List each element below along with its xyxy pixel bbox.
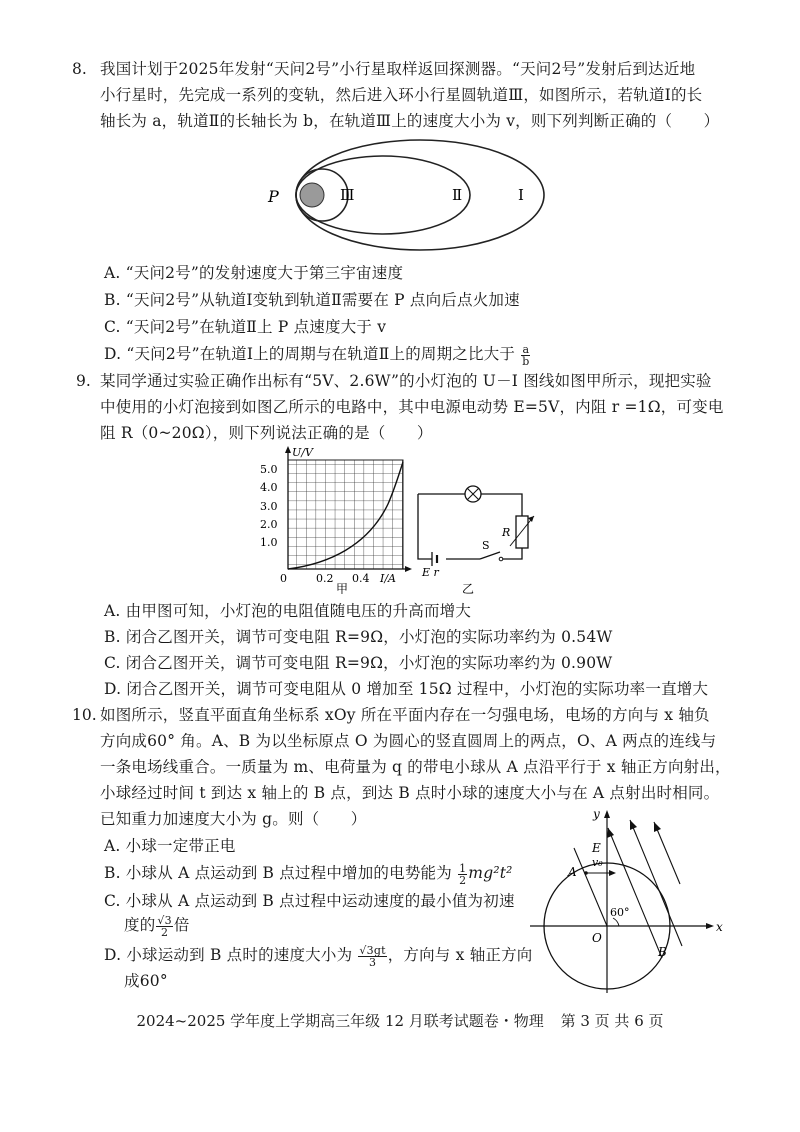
field-diagram — [530, 808, 730, 998]
y-axis-label: y — [593, 808, 600, 821]
switch-icon — [480, 552, 500, 559]
fraction-denominator: 2 — [459, 873, 467, 887]
q10-option-b-fraction — [458, 863, 467, 886]
y-tick-3: 3.0 — [260, 500, 278, 513]
q8-option-d-fraction — [521, 344, 530, 367]
q10-option-c-line-1: C. 小球从 A 点运动到 B 点过程中运动速度的最小值为初速 — [104, 892, 515, 910]
label-er: E r — [422, 566, 439, 579]
label-a: A — [568, 865, 577, 879]
label-e: E — [592, 841, 601, 855]
q10-line-5: 已知重力加速度大小为 g。则（ ） — [100, 810, 367, 828]
point-a — [584, 871, 588, 875]
label-r: R — [502, 526, 511, 539]
q8-option-d — [104, 343, 532, 367]
q10-option-c-line-2 — [124, 914, 190, 938]
q10-option-c-text: 度的 — [124, 916, 156, 934]
orbit-diagram — [260, 138, 550, 258]
x-axis-label: I/A — [380, 572, 396, 585]
angle-arc — [613, 918, 619, 926]
q9-number: 9. — [76, 372, 91, 390]
label-o: O — [592, 931, 602, 945]
q10-line-1: 如图所示，竖直平面直角坐标系 xOy 所在平面内存在一匀强电场，电场的方向与 x 轴负 — [100, 706, 710, 724]
graph-caption: 甲 — [336, 582, 349, 594]
q8-line-3: 轴长为 a，轨道Ⅱ的长轴长为 b，在轨道Ⅲ上的速度大小为 v，则下列判断正确的（ ） — [100, 112, 720, 130]
fraction-numerator: a — [522, 342, 530, 356]
q10-option-d-line-1 — [104, 944, 533, 968]
circuit-diagram — [410, 476, 540, 596]
field-line-4 — [654, 822, 680, 884]
label-orbit-1: Ⅰ — [518, 186, 524, 204]
graph-grid — [288, 460, 403, 569]
label-b: B — [658, 945, 667, 959]
q10-option-b-text: B. 小球从 A 点运动到 B 点过程中增加的电势能为 — [104, 864, 452, 882]
variable-resistor — [516, 516, 528, 548]
q10-option-b-expression: mg²t² — [468, 864, 513, 882]
q8-line-2: 小行星时，先完成一系列的变轨，然后进入环小行星圆轨道Ⅲ，如图所示，若轨道Ⅰ的长 — [100, 86, 703, 104]
circuit-caption: 乙 — [462, 582, 475, 596]
q9-option-c: C. 闭合乙图开关，调节可变电阻 R=9Ω，小灯泡的实际功率约为 0.90W — [104, 654, 613, 672]
asteroid — [300, 183, 324, 207]
y-axis-arrow — [604, 810, 610, 818]
ui-graph — [258, 446, 418, 594]
y-tick-5: 5.0 — [260, 463, 278, 476]
label-v0: v₀ — [592, 856, 603, 869]
label-angle: 60° — [610, 906, 630, 919]
q9-line-3: 阻 R（0~20Ω），则下列说法正确的是（ ） — [100, 424, 433, 442]
x-tick-0: 0 — [280, 572, 287, 585]
q9-option-b: B. 闭合乙图开关，调节可变电阻 R=9Ω，小灯泡的实际功率约为 0.54W — [104, 628, 613, 646]
q9-option-d: D. 闭合乙图开关，调节可变电阻从 0 增加至 15Ω 过程中，小灯泡的实际功率一直增大 — [104, 680, 709, 698]
x-tick-0.2: 0.2 — [316, 572, 334, 585]
q10-number: 10. — [72, 706, 97, 724]
footer-page-number: 第 3 页 共 6 页 — [560, 1012, 664, 1030]
y-tick-1: 1.0 — [260, 536, 278, 549]
q10-line-3: 一条电场线重合。一质量为 m、电荷量为 q 的带电小球从 A 点沿平行于 x 轴正方向射出， — [100, 758, 731, 776]
fraction-denominator: 2 — [161, 925, 169, 939]
q8-option-c: C. “天问2号”在轨道Ⅱ上 P 点速度大于 v — [104, 318, 387, 336]
q10-line-2: 方向成60° 角。A、B 为以坐标原点 O 为圆心的竖直圆周上的两点，O、A 两点的连线与 — [100, 732, 717, 750]
q10-option-d-tail: ，方向与 x 轴正方向 — [387, 946, 533, 964]
q8-option-d-text: D. “天问2号”在轨道Ⅰ上的周期与在轨道Ⅱ上的周期之比大于 — [104, 345, 516, 363]
y-axis-label: U/V — [292, 446, 313, 459]
q10-line-4: 小球经过时间 t 到达 x 轴上的 B 点，到达 B 点时小球的速度大小与在 A 点射出时相同。 — [100, 784, 720, 802]
label-p: P — [268, 187, 279, 206]
label-orbit-2: Ⅱ — [452, 186, 463, 204]
label-s: S — [482, 539, 490, 552]
q8-option-a: A. “天问2号”的发射速度大于第三宇宙速度 — [104, 264, 404, 282]
q9-line-2: 中使用的小灯泡接到如图乙所示的电路中，其中电源电动势 E=5V，内阻 r =1Ω，可变电 — [100, 398, 724, 416]
fraction-denominator: b — [522, 354, 530, 368]
q10-option-b — [104, 862, 513, 886]
fraction-denominator: 3 — [368, 955, 377, 969]
q10-option-c-fraction — [156, 915, 172, 938]
q10-option-c-tail: 倍 — [173, 916, 190, 934]
fraction-numerator: 1 — [459, 861, 467, 875]
q9-option-a: A. 由甲图可知，小灯泡的电阻值随电压的升高而增大 — [104, 602, 472, 620]
q8-option-b: B. “天问2号”从轨道Ⅰ变轨到轨道Ⅱ需要在 P 点向后点火加速 — [104, 291, 520, 309]
fraction-numerator: √3gt — [359, 943, 386, 957]
page-footer — [0, 1010, 800, 1031]
fraction-numerator: √3 — [157, 913, 172, 927]
q10-option-d-text: D. 小球运动到 B 点时的速度大小为 — [104, 946, 353, 964]
q10-option-d-line-2: 成60° — [124, 972, 168, 990]
q10-option-a: A. 小球一定带正电 — [104, 837, 236, 855]
y-tick-4: 4.0 — [260, 481, 278, 494]
y-tick-2: 2.0 — [260, 518, 278, 531]
field-line-2 — [608, 828, 662, 958]
x-axis-label: x — [716, 920, 723, 934]
x-axis-arrow — [706, 923, 714, 929]
q9-line-1: 某同学通过实验正确作出标有“5V、2.6W”的小灯泡的 U－I 图线如图甲所示，现把实验 — [100, 372, 712, 390]
q8-line-1: 我国计划于2025年发射“天问2号”小行星取样返回探测器。“天问2号”发射后到达近地 — [100, 60, 696, 78]
orbit-1 — [296, 140, 544, 250]
field-line-3 — [630, 820, 682, 946]
x-tick-0.4: 0.4 — [352, 572, 370, 585]
footer-title: 2024~2025 学年度上学期高三年级 12 月联考试题卷・物理 — [136, 1012, 544, 1030]
y-axis-arrow — [285, 446, 291, 453]
q10-option-d-fraction — [358, 945, 386, 968]
label-orbit-3: Ⅲ — [340, 186, 355, 204]
q8-number: 8. — [72, 60, 87, 78]
